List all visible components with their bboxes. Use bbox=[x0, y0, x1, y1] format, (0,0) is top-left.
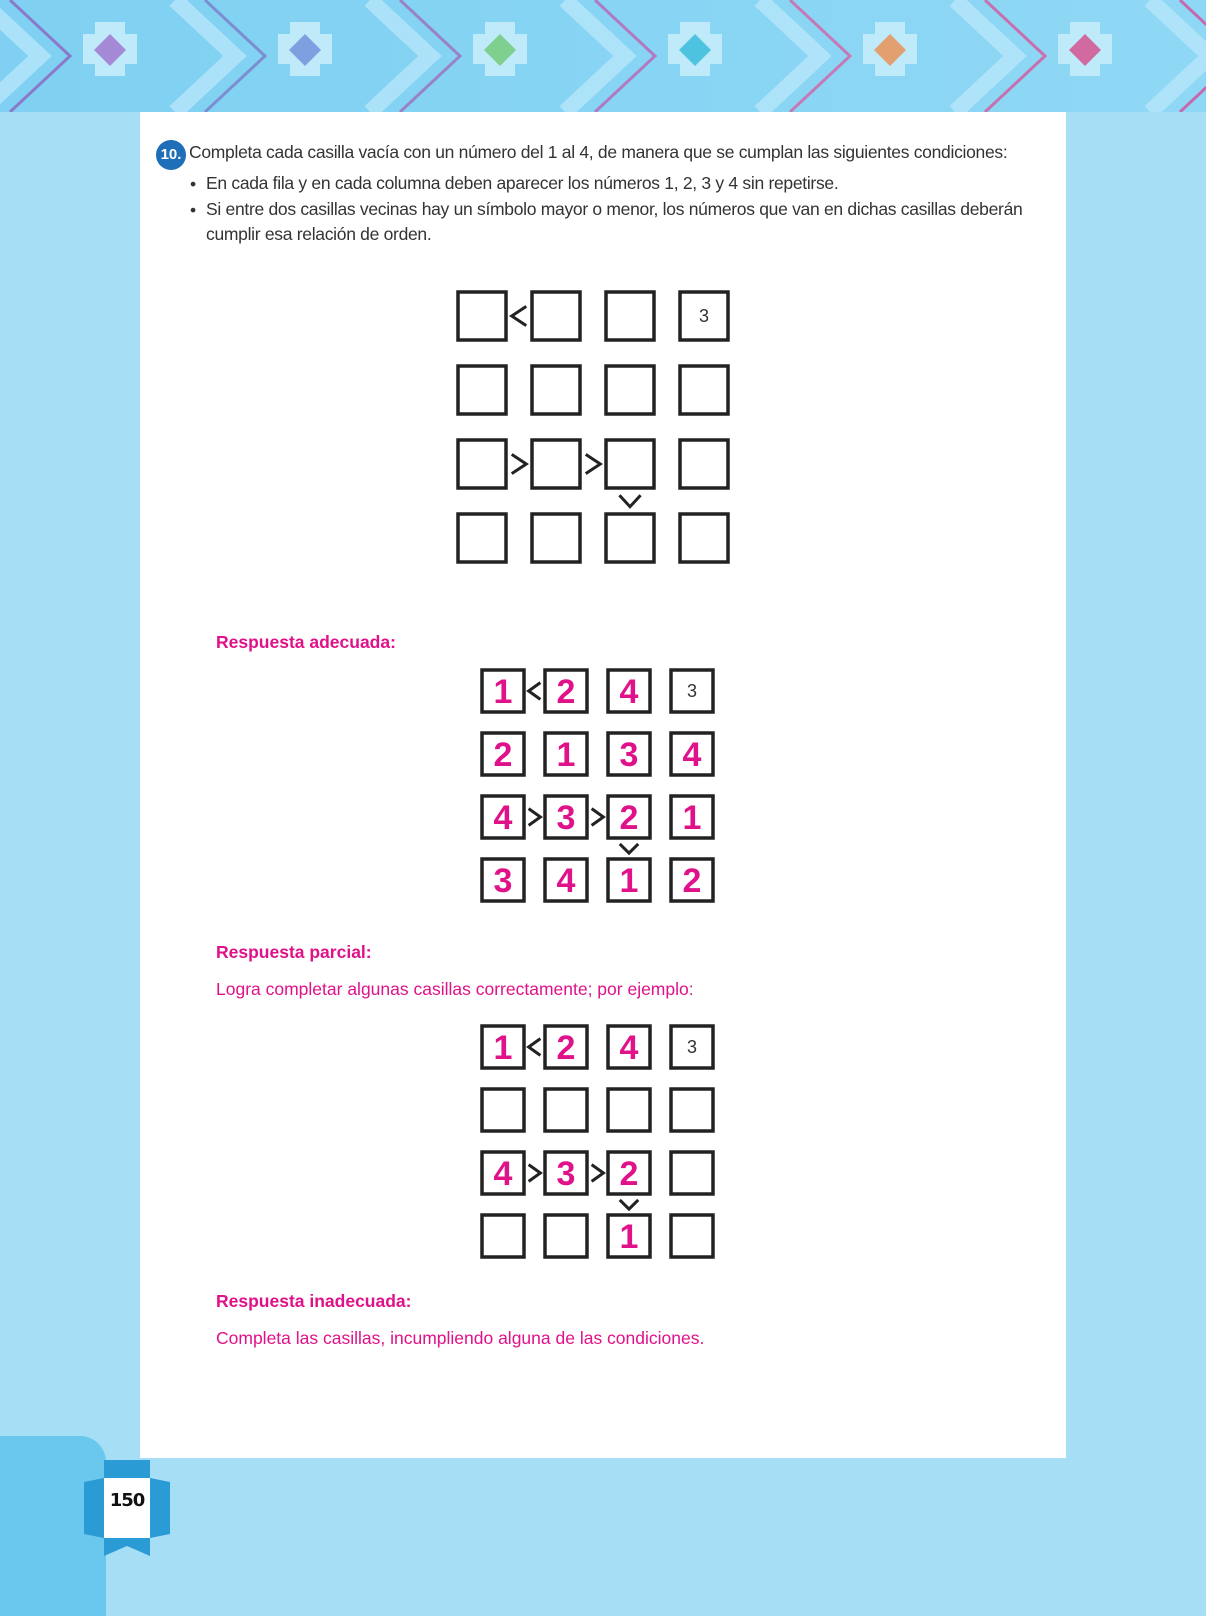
answer-number: 3 bbox=[556, 1155, 576, 1194]
question-text: Completa cada casilla vacía con un número del 1 al 4, de manera que se cumplan las siguientes condiciones: bbox=[189, 142, 1008, 162]
answer-number: 1 bbox=[682, 799, 702, 838]
answer-number: 1 bbox=[493, 1029, 513, 1068]
partial-answer-grid bbox=[480, 1024, 730, 1270]
answer-number: 1 bbox=[556, 736, 576, 775]
answer-number: 4 bbox=[619, 673, 639, 712]
grid-cell bbox=[532, 440, 580, 488]
grid-cell bbox=[606, 514, 654, 562]
question-number: 10. bbox=[156, 140, 186, 170]
grid-cell bbox=[458, 292, 506, 340]
answer-number: 1 bbox=[493, 673, 513, 712]
grid-cell bbox=[458, 440, 506, 488]
answer-number: 2 bbox=[619, 1155, 639, 1194]
grid-cell bbox=[680, 440, 728, 488]
inadequate-answer-label: Respuesta inadecuada: bbox=[216, 1291, 412, 1311]
bullet-marker: • bbox=[190, 200, 196, 220]
answer-number: 1 bbox=[619, 1218, 639, 1257]
adequate-answer-grid bbox=[480, 668, 730, 914]
answer-number: 2 bbox=[556, 673, 576, 712]
greater-than-down-symbol bbox=[620, 844, 638, 853]
bullet-marker: • bbox=[190, 174, 196, 194]
answer-number: 2 bbox=[682, 862, 702, 901]
grid-cell bbox=[532, 366, 580, 414]
answer-number: 4 bbox=[619, 1029, 639, 1068]
answer-number: 3 bbox=[619, 736, 639, 775]
grid-cell bbox=[671, 1215, 713, 1257]
grid-cell bbox=[606, 366, 654, 414]
greater-than-down-symbol bbox=[619, 495, 640, 506]
answer-number: 4 bbox=[556, 862, 576, 901]
bullet-text-1: En cada fila y en cada columna deben aparecer los números 1, 2, 3 y 4 sin repetirse. bbox=[206, 173, 839, 193]
greater-than-symbol bbox=[512, 454, 527, 473]
grid-cell bbox=[680, 514, 728, 562]
inadequate-answer-description: Completa las casillas, incumpliendo alguna de las condiciones. bbox=[216, 1328, 705, 1348]
answer-number: 1 bbox=[619, 862, 639, 901]
decorative-banner bbox=[0, 0, 1206, 112]
greater-than-symbol bbox=[592, 809, 604, 826]
grid-cell bbox=[545, 1089, 587, 1131]
less-than-symbol bbox=[529, 683, 541, 700]
bullet-text-2: Si entre dos casillas vecinas hay un símbolo mayor o menor, los números que van en dichas casillas deberán cumplir esa relación de orden. bbox=[206, 199, 1023, 244]
answer-number: 4 bbox=[682, 736, 702, 775]
answer-number: 3 bbox=[556, 799, 576, 838]
answer-number: 2 bbox=[556, 1029, 576, 1068]
greater-than-symbol bbox=[529, 1165, 541, 1182]
answer-number: 4 bbox=[493, 1155, 513, 1194]
grid-cell bbox=[532, 514, 580, 562]
answer-number: 4 bbox=[493, 799, 513, 838]
given-number: 3 bbox=[686, 1037, 698, 1057]
answer-number: 3 bbox=[493, 862, 513, 901]
greater-than-symbol bbox=[586, 454, 601, 473]
given-number: 3 bbox=[686, 681, 698, 701]
grid-cell bbox=[671, 1089, 713, 1131]
grid-cell bbox=[482, 1089, 524, 1131]
greater-than-symbol bbox=[529, 809, 541, 826]
less-than-symbol bbox=[512, 306, 527, 325]
adequate-answer-label: Respuesta adecuada: bbox=[216, 632, 396, 652]
grid-cell bbox=[545, 1215, 587, 1257]
grid-cell bbox=[482, 1215, 524, 1257]
grid-cell bbox=[532, 292, 580, 340]
grid-cell bbox=[606, 292, 654, 340]
grid-cell bbox=[458, 514, 506, 562]
less-than-symbol bbox=[529, 1039, 541, 1056]
grid-cell bbox=[671, 1152, 713, 1194]
grid-cell bbox=[608, 1089, 650, 1131]
grid-cell bbox=[680, 366, 728, 414]
answer-number: 2 bbox=[493, 736, 513, 775]
given-number: 3 bbox=[698, 306, 710, 326]
grid-cell bbox=[606, 440, 654, 488]
answer-number: 2 bbox=[619, 799, 639, 838]
partial-answer-description: Logra completar algunas casillas correctamente; por ejemplo: bbox=[216, 979, 694, 999]
grid-cell bbox=[458, 366, 506, 414]
partial-answer-label: Respuesta parcial: bbox=[216, 942, 372, 962]
page-number: 150 bbox=[109, 1490, 145, 1511]
puzzle-grid bbox=[456, 290, 746, 576]
greater-than-symbol bbox=[592, 1165, 604, 1182]
greater-than-down-symbol bbox=[620, 1200, 638, 1209]
